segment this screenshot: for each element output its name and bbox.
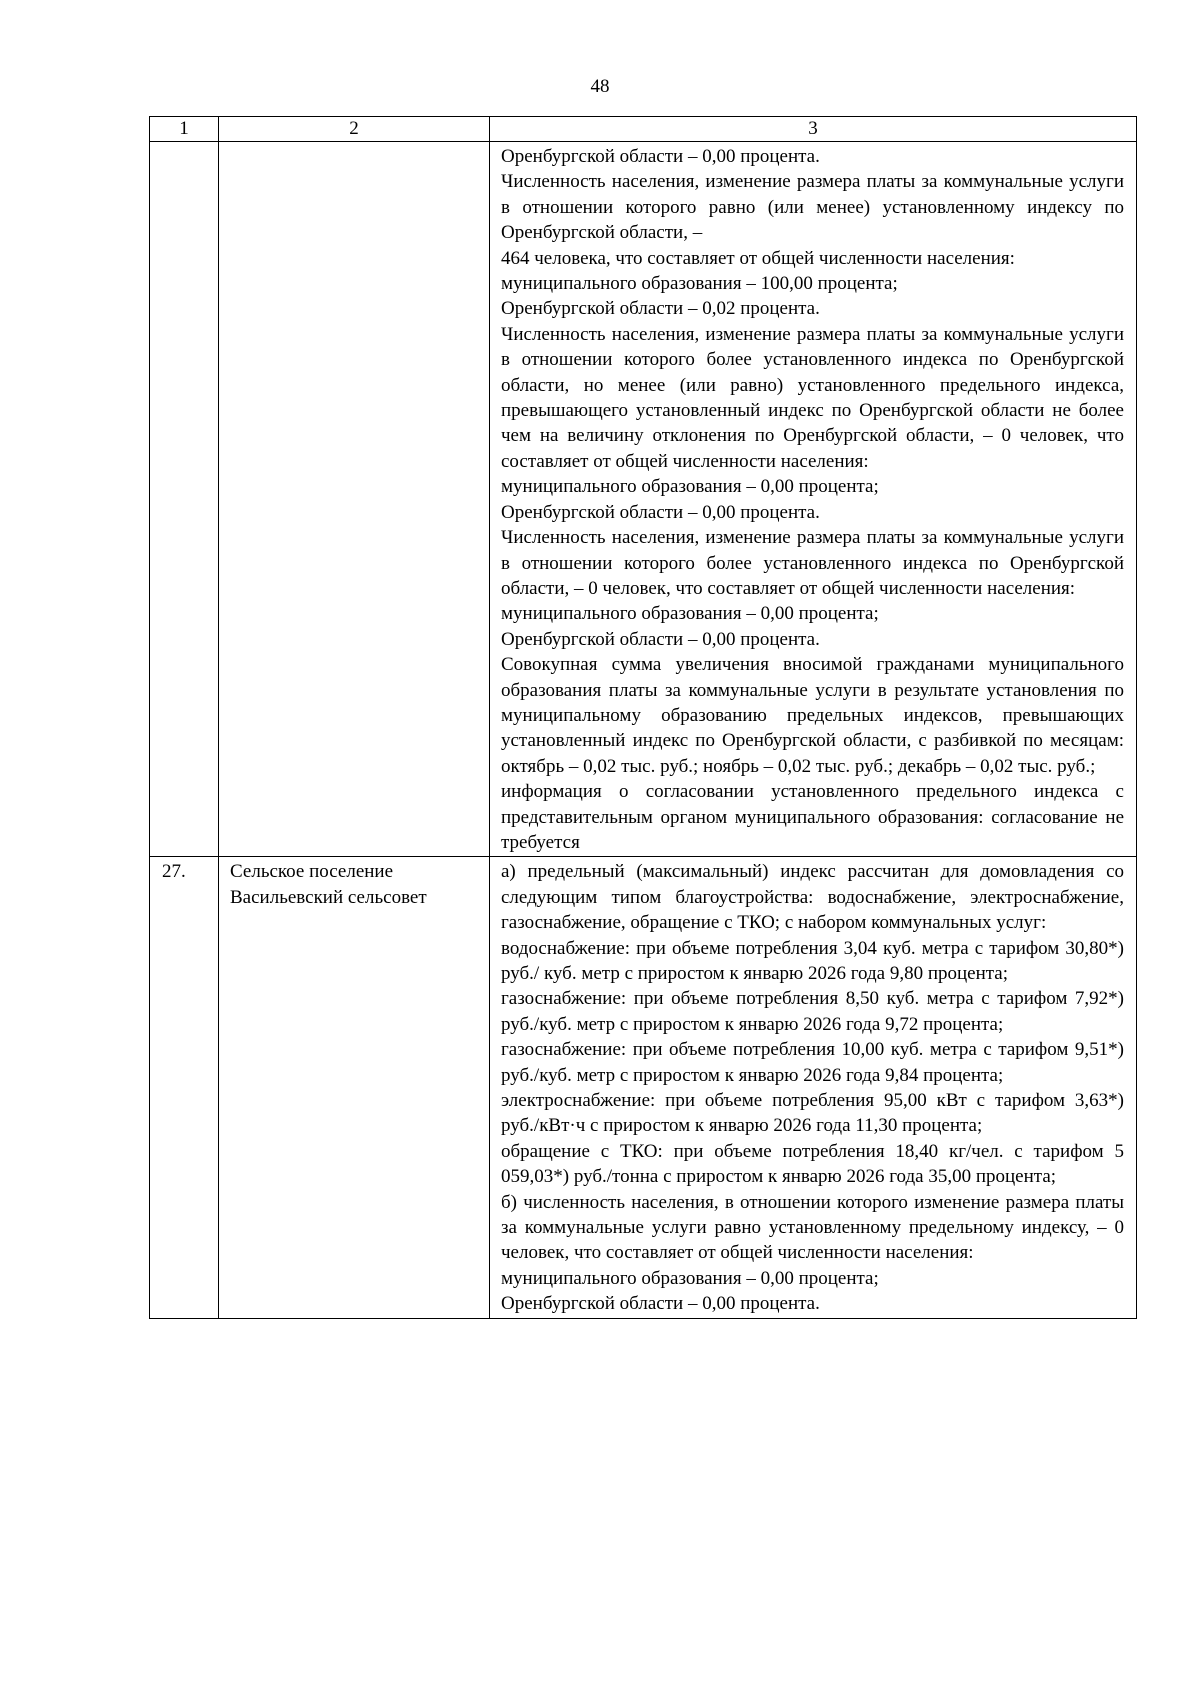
- paragraph: газоснабжение: при объеме потребления 8,50 куб. метра с тарифом 7,92*) руб./куб. метр с приростом к январю 2026 года 9,72 процента;: [501, 988, 1124, 1035]
- paragraph: муниципального образования – 0,00 процента;: [501, 603, 879, 625]
- paragraph: Оренбургской области – 0,00 процента.: [501, 628, 820, 650]
- paragraph: Совокупная сумма увеличения вносимой гражданами муниципального образования платы за коммунальные услуги в результате установления по муниципальному образованию предельных индексов, превышающих установленный индекс по Оренбургской области, с разбивкой по месяцам: октябрь – 0,02 тыс. руб.; ноябрь – 0,02 тыс. руб.; декабрь – 0,02 тыс. руб.;: [501, 654, 1124, 777]
- page-number: 48: [590, 76, 610, 97]
- table-header-row: [150, 117, 1137, 142]
- index-description-cell: [490, 142, 1137, 857]
- indices-table: [149, 116, 1137, 1319]
- paragraph: водоснабжение: при объеме потребления 3,04 куб. метра с тарифом 30,80*) руб./ куб. метр с приростом к январю 2026 года 9,80 процента;: [501, 937, 1124, 984]
- paragraph: 464 человека, что составляет от общей численности населения:: [501, 247, 1015, 269]
- table-row: [150, 857, 1137, 1318]
- paragraph: Численность населения, изменение размера платы за коммунальные услуги в отношении которого более установленного индекса по Оренбургской области, – 0 человек, что составляет от общей численности населения:: [501, 527, 1124, 599]
- paragraph: электроснабжение: при объеме потребления 95,00 кВт с тарифом 3,63*) руб./кВт·ч с приростом к январю 2026 года 11,30 процента;: [501, 1090, 1124, 1137]
- paragraph: а) предельный (максимальный) индекс рассчитан для домовладения со следующим типом благоустройства: водоснабжение, электроснабжение, газоснабжение, обращение с ТКО; с набором коммунальных услуг:: [501, 861, 1124, 934]
- municipality-name-line: Сельское поселение: [230, 861, 394, 883]
- paragraph: Оренбургской области – 0,00 процента.: [501, 501, 820, 523]
- column-header-2: 2: [219, 117, 490, 142]
- row-number-cell: 27.: [150, 857, 219, 1318]
- municipality-name-line: Васильевский сельсовет: [230, 886, 427, 908]
- paragraph: Оренбургской области – 0,00 процента.: [501, 1293, 820, 1315]
- paragraph: Оренбургской области – 0,00 процента.: [501, 146, 820, 167]
- paragraph: муниципального образования – 0,00 процента;: [501, 476, 879, 498]
- municipality-name-cell: [219, 142, 490, 857]
- paragraph: газоснабжение: при объеме потребления 10,00 куб. метра с тарифом 9,51*) руб./куб. метр с приростом к январю 2026 года 9,84 процента;: [501, 1039, 1124, 1086]
- paragraph: Оренбургской области – 0,02 процента.: [501, 298, 820, 320]
- index-description-cell: [490, 857, 1137, 1318]
- paragraph: муниципального образования – 0,00 процента;: [501, 1267, 879, 1289]
- paragraph: обращение с ТКО: при объеме потребления 18,40 кг/чел. с тарифом 5 059,03*) руб./тонна с приростом к январю 2026 года 35,00 процента;: [501, 1140, 1124, 1188]
- column-header-1: 1: [150, 117, 219, 142]
- paragraph: муниципального образования – 100,00 процента;: [501, 273, 898, 295]
- row-number-cell: [150, 142, 219, 857]
- paragraph: Численность населения, изменение размера платы за коммунальные услуги в отношении которого более установленного индекса по Оренбургской области, но менее (или равно) установленного предельного индекса, превышающего установленный индекс по Оренбургской области не более чем на величину отклонения по Оренбургской области, – 0 человек, что составляет от общей численности населения:: [501, 323, 1124, 472]
- paragraph: б) численность населения, в отношении которого изменение размера платы за коммунальные услуги равно установленному предельному индексу, – 0 человек, что составляет от общей численности населения:: [501, 1191, 1124, 1264]
- paragraph: Численность населения, изменение размера платы за коммунальные услуги в отношении которого равно (или менее) установленному индексу по Оренбургской области, –: [501, 171, 1124, 244]
- paragraph: информация о согласовании установленного предельного индекса с представительным органом муниципального образования: согласование не требуется: [501, 781, 1124, 853]
- municipality-name-cell: [219, 857, 490, 1318]
- table-row: [150, 142, 1137, 857]
- column-header-3: 3: [490, 117, 1137, 142]
